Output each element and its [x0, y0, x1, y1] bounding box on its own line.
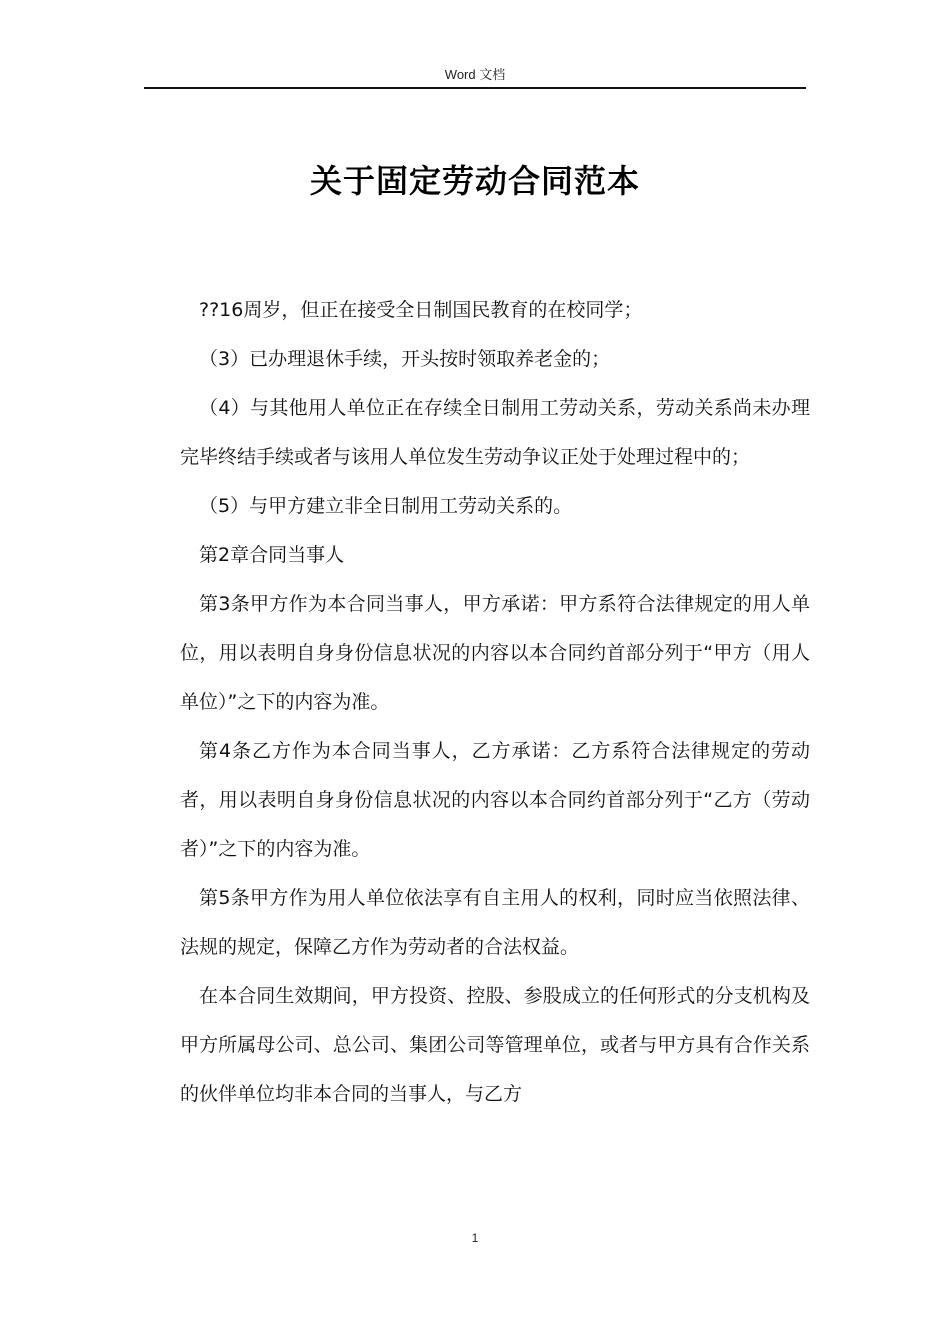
body-paragraph: 在本合同生效期间，甲方投资、控股、参股成立的任何形式的分支机构及甲方所属母公司、总公司、集团公司等管理单位，或者与甲方具有合作关系的伙伴单位均非本合同的当事人，与乙方 [180, 985, 810, 1105]
chapter-heading: 第2章合同当事人 [199, 544, 345, 566]
header-divider [144, 87, 806, 89]
body-paragraph: （4）与其他用人单位正在存续全日制用工劳动关系，劳动关系尚未办理完毕终结手续或者与该用人单位发生劳动争议正处于处理过程中的； [180, 397, 810, 468]
body-paragraph: ??16周岁，但正在接受全日制国民教育的在校同学； [199, 299, 643, 321]
document-title: 关于固定劳动合同范本 [309, 162, 640, 200]
document-body [180, 286, 810, 1119]
body-paragraph: 第5条甲方作为用人单位依法享有自主用人的权利，同时应当依照法律、法规的规定，保障乙方作为劳动者的合法权益。 [180, 887, 810, 958]
body-paragraph: （5）与甲方建立非全日制用工劳动关系的。 [199, 495, 573, 517]
page-number: 1 [471, 1231, 479, 1245]
body-paragraph: 第3条甲方作为本合同当事人，甲方承诺：甲方系符合法律规定的用人单位，用以表明自身身份信息状况的内容以本合同约首部分列于“甲方（用人单位）”之下的内容为准。 [180, 593, 810, 713]
page-header: Word 文档 [444, 67, 506, 82]
body-paragraph: 第4条乙方作为本合同当事人，乙方承诺：乙方系符合法律规定的劳动者，用以表明自身身份信息状况的内容以本合同约首部分列于“乙方（劳动者）”之下的内容为准。 [180, 740, 810, 860]
body-paragraph: （3）已办理退休手续，开头按时领取养老金的； [199, 348, 611, 370]
